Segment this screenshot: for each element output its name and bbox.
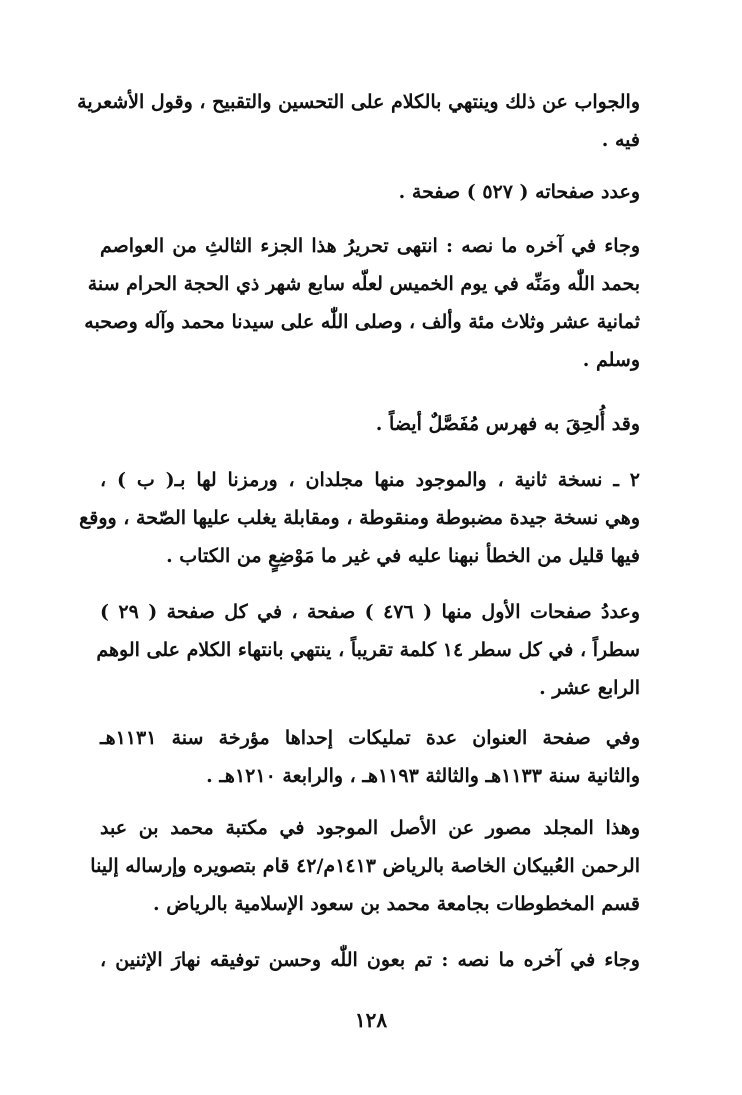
paragraph-line: وفي صفحة العنوان عدة تمليكات إحداها مؤرخة سنة ١١٣١هـ xyxy=(100,727,640,749)
paragraph-line: ٢ ـ نسخة ثانية ، والموجود منها مجلدان ، ورمزنا لها بـ( ب ) ، xyxy=(100,469,640,491)
paragraph-line: الرحمن العُبيكان الخاصة بالرياض ١٤١٣م/٤٢ قام بتصويره وإرساله إلينا xyxy=(90,855,640,877)
paragraph-line: وهي نسخة جيدة مضبوطة ومنقوطة ، ومقابلة يغلب عليها الصّحة ، ووقع xyxy=(79,507,640,529)
paragraph-line: ثمانية عشر وثلاث مئة وألف ، وصلى اللّٰه على سيدنا محمد وآله وصحبه xyxy=(84,311,640,333)
paragraph-line: وهذا المجلد مصور عن الأصل الموجود في مكتبة محمد بن عبد xyxy=(100,817,640,839)
paragraph-line: والجواب عن ذلك وينتهي بالكلام على التحسين والتقبيح ، وقول الأشعرية xyxy=(77,91,640,113)
paragraph-line: وسلم . xyxy=(582,349,640,371)
paragraph-line: وعدد صفحاته ( ٥٢٧ ) صفحة . xyxy=(398,181,640,203)
page-number: ١٢٨ xyxy=(354,1008,388,1032)
paragraph-line: والثانية سنة ١١٣٣هـ والثالثة ١١٩٣هـ ، والرابعة ١٢١٠هـ . xyxy=(206,765,640,787)
paragraph-line: سطراً ، في كل سطر ١٤ كلمة تقريباً ، ينتهي بانتهاء الكلام على الوهم xyxy=(96,639,640,661)
paragraph-line: قسم المخطوطات بجامعة محمد بن سعود الإسلامية بالرياض . xyxy=(153,893,640,915)
paragraph-line: وقد أُلحِقَ به فهرس مُفَصَّلٌ أيضاً . xyxy=(375,413,640,435)
paragraph-line: وجاء في آخره ما نصه : تم بعون اللّٰه وحسن توفيقه نهارَ الإثنين ، xyxy=(100,949,640,971)
paragraph-line: فيه . xyxy=(601,129,640,151)
paragraph-line: وعددُ صفحات الأول منها ( ٤٧٦ ) صفحة ، في كل صفحة ( ٢٩ ) xyxy=(100,601,641,623)
paragraph-line: بحمد اللّٰه ومَنِّه في يوم الخميس لعلّه سابع شهر ذي الحجة الحرام سنة xyxy=(87,273,640,295)
paragraph-line: وجاء في آخره ما نصه : انتهى تحريرُ هذا الجزء الثالثِ من العواصم xyxy=(100,235,640,257)
paragraph-line: الرابع عشر . xyxy=(539,677,640,699)
paragraph-line: فيها قليل من الخطأ نبهنا عليه في غير ما مَوْضِعٍ من الكتاب . xyxy=(166,545,640,567)
